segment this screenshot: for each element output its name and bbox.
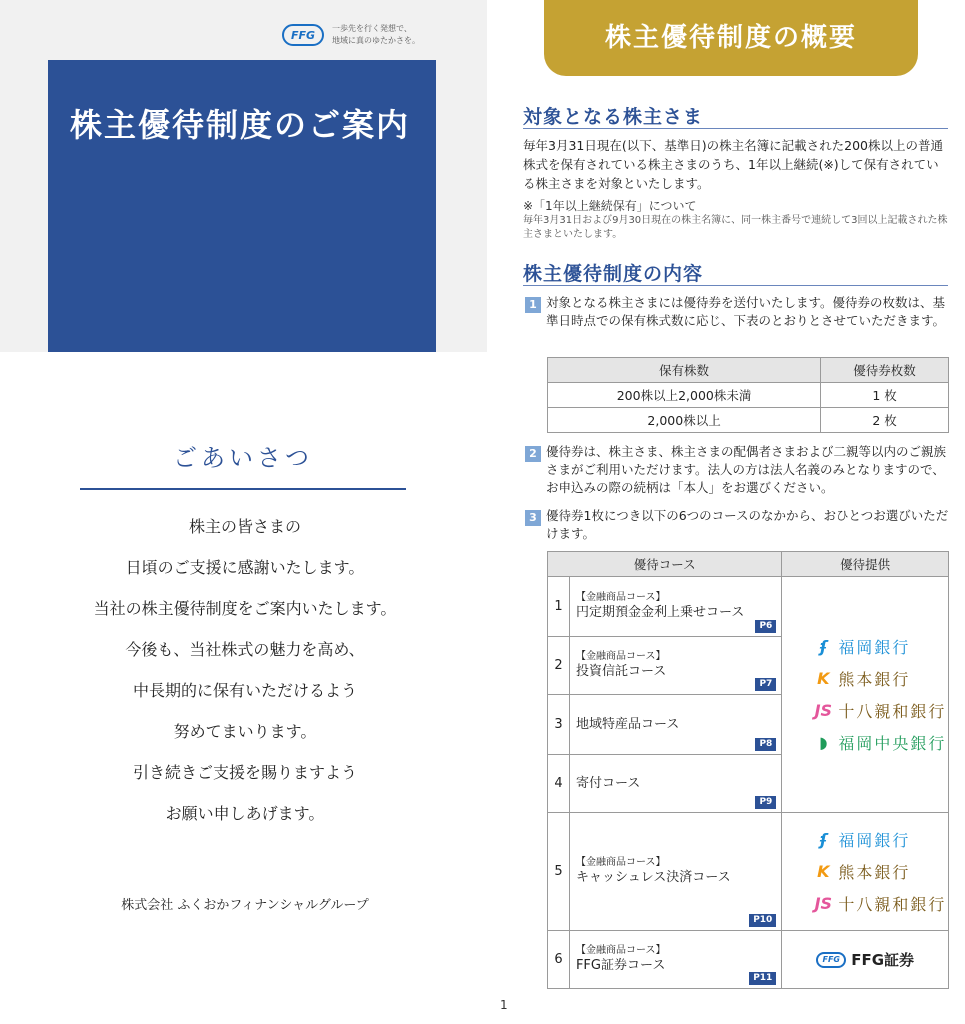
table-cell: 2,000株以上 [548, 408, 821, 433]
course-name: FFG証券コース [575, 958, 666, 973]
table-cell: 200株以上2,000株未満 [548, 383, 821, 408]
course-name: 円定期預金金利上乗せコース [575, 605, 745, 620]
page-ref-badge: P11 [749, 972, 776, 985]
table-header: 優待券枚数 [821, 358, 949, 383]
course-number: 4 [548, 755, 570, 813]
item-text: 対象となる株主さまには優待券を送付いたします。優待券の枚数は、基準日時点での保有株式数に応じ、下表のとおりとさせていただきます。 [546, 295, 946, 328]
bank-juhachi-shinwa: JS 十八親和銀行 [812, 888, 948, 920]
course-cell [569, 637, 781, 695]
company-name: 株式会社 ふくおかフィナンシャルグループ [121, 898, 369, 913]
slogan-line-1: 一歩先を行く発想で、 [332, 24, 412, 33]
juhachi-bank-icon: JS [814, 894, 833, 913]
item-number-badge: 1 [525, 297, 541, 313]
page-ref-badge: P8 [755, 738, 776, 751]
bank-kumamoto: K 熊本銀行 [812, 856, 948, 888]
fukuoka-chuo-bank-icon: ◗ [819, 733, 828, 752]
course-cell [569, 931, 781, 989]
course-name: 地域特産品コース [575, 716, 680, 732]
page-ref-badge: P10 [749, 914, 776, 927]
brand-slogan [332, 23, 420, 47]
item-text: 優待券1枚につき以下の6つのコースのなかから、おひとつお選びいただけます。 [546, 508, 949, 541]
table-row [548, 577, 949, 637]
course-name: キャッシュレス決済コース [575, 870, 731, 885]
table-row [548, 408, 949, 433]
banner-title: 株主優待制度の概要 [604, 23, 857, 53]
greeting-heading: ごあいさつ [173, 444, 313, 472]
greeting-text [40, 514, 450, 842]
juhachi-bank-icon: JS [814, 701, 833, 720]
greeting-line: お願い申しあげます。 [165, 804, 325, 823]
greeting-line: 中長期的に保有いただけるよう [132, 681, 357, 700]
course-number: 3 [548, 695, 570, 755]
page-ref-badge: P6 [755, 620, 776, 633]
course-cell [569, 755, 781, 813]
slogan-line-2: 地域に真のゆたかさを。 [332, 36, 420, 45]
provider-cell [782, 577, 949, 813]
kumamoto-bank-icon: K [817, 862, 830, 881]
course-number: 1 [548, 577, 570, 637]
ffg-brand [282, 20, 420, 50]
page-number: 1 [500, 998, 508, 1012]
overview-banner [544, 0, 918, 76]
bank-juhachi-shinwa: JS 十八親和銀行 [812, 695, 948, 727]
ffg-logo-icon: FFG [816, 952, 846, 968]
note-body: 毎年3月31日および9月30日現在の株主名簿に、同一株主番号で連続して3回以上記載された株主さまといたします。 [523, 215, 948, 240]
right-page [488, 0, 965, 1024]
bank-kumamoto: K 熊本銀行 [812, 663, 948, 695]
greeting-line: 株主の皆さまの [188, 517, 301, 536]
section-content-title: 株主優待制度の内容 [523, 263, 704, 285]
page-ref-badge: P9 [755, 796, 776, 809]
ffg-securities-name: FFG証券 [851, 951, 915, 969]
provider-cell [782, 813, 949, 931]
bank-fukuoka: ʄ 福岡銀行 [812, 631, 948, 663]
page-ref-badge: P7 [755, 678, 776, 691]
table-header: 優待コース [548, 552, 782, 577]
bank-fukuoka: ʄ 福岡銀行 [812, 824, 948, 856]
section-divider [523, 128, 948, 129]
table-cell: 1 枚 [821, 383, 949, 408]
table-header-row [548, 358, 949, 383]
item-number-badge: 2 [525, 446, 541, 462]
kumamoto-bank-icon: K [817, 669, 830, 688]
note-title: ※「1年以上継続保有」について [523, 199, 697, 213]
table-row [548, 813, 949, 931]
course-category: 【金融商品コース】 [575, 651, 666, 662]
greeting-line: 今後も、当社株式の魅力を高め、 [125, 640, 365, 659]
item-number-badge: 3 [525, 510, 541, 526]
course-category: 【金融商品コース】 [575, 945, 666, 956]
section-eligible-title: 対象となる株主さま [523, 106, 704, 128]
table-header: 保有株数 [548, 358, 821, 383]
course-name: 寄付コース [575, 775, 641, 791]
provider-cell [782, 931, 949, 989]
table-row [548, 383, 949, 408]
table-cell: 2 枚 [821, 408, 949, 433]
fukuoka-bank-icon: ʄ [819, 830, 827, 849]
course-category: 【金融商品コース】 [575, 857, 666, 868]
greeting-divider [80, 488, 406, 490]
greeting-line: 日頃のご支援に感謝いたします。 [125, 558, 365, 577]
table-row [548, 931, 949, 989]
ffg-securities [782, 949, 948, 970]
greeting-line: 当社の株主優待制度をご案内いたします。 [93, 599, 397, 618]
table-header-row [548, 552, 949, 577]
course-category: 【金融商品コース】 [575, 592, 666, 603]
item-text: 優待券は、株主さま、株主さまの配偶者さまおよび二親等以内のご親族さまがご利用いただけます。法人の方は法人名義のみとなりますので、お申込みの際の続柄は「本人」をお選びください。 [546, 444, 947, 495]
course-cell [569, 577, 781, 637]
table-header: 優待提供 [782, 552, 949, 577]
greeting-line: 引き続きご支援を賜りますよう [132, 763, 357, 782]
course-name: 投資信託コース [575, 664, 667, 679]
title-panel [48, 60, 436, 352]
fukuoka-bank-icon: ʄ [819, 637, 827, 656]
course-number: 5 [548, 813, 570, 931]
bank-fukuoka-chuo: ◗ 福岡中央銀行 [812, 727, 948, 759]
course-table [547, 551, 949, 989]
bank-list [782, 631, 948, 759]
section-divider [523, 285, 948, 286]
ffg-logo-icon: FFG [282, 24, 324, 46]
page-title: 株主優待制度のご案内 [70, 106, 411, 144]
course-cell [569, 695, 781, 755]
course-cell [569, 813, 781, 931]
greeting-line: 努めてまいります。 [173, 722, 317, 741]
ticket-count-table [547, 357, 949, 433]
course-number: 2 [548, 637, 570, 695]
bank-list [782, 824, 948, 920]
eligible-description: 毎年3月31日現在(以下、基準日)の株主名簿に記載された200株以上の普通株式を保有されている株主さまのうち、1年以上継続(※)して保有されている株主さまを対象といたします。 [523, 138, 943, 191]
course-number: 6 [548, 931, 570, 989]
